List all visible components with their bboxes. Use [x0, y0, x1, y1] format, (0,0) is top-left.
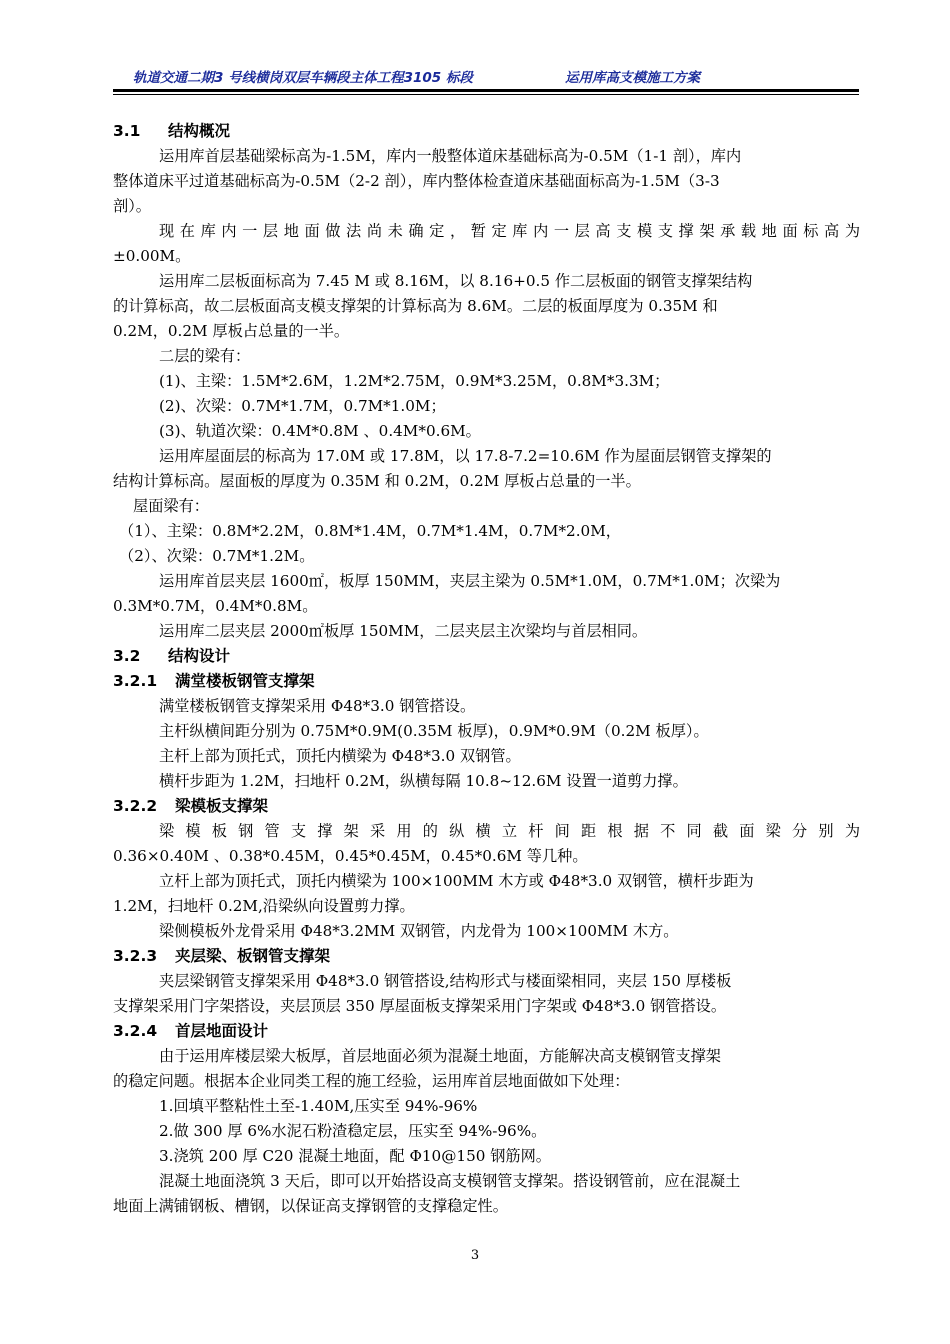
list-item: （1）、主梁：0.8M*2.2M，0.8M*1.4M，0.7M*1.4M，0.7M*2.0M， [119, 522, 621, 540]
list-item: 1.回填平整粘性土至-1.40M,压实至 94%-96% [159, 1097, 478, 1115]
paragraph-line: 整体道床平过道基础标高为-0.5M（2-2 剖），库内整体检查道床基础面标高为-1.5M（3-3 [113, 172, 720, 190]
section-number: 3.2 [113, 647, 141, 665]
paragraph-line: 1.2M，扫地杆 0.2M,沿梁纵向设置剪力撑。 [113, 897, 415, 915]
paragraph-line: 支撑架采用门字架搭设，夹层顶层 350 厚屋面板支撑架采用门字架或 Φ48*3.0 钢管搭设。 [113, 997, 727, 1015]
list-item: 2.做 300 厚 6%水泥石粉渣稳定层，压实至 94%-96%。 [159, 1122, 547, 1140]
section-number: 3.2.3 [113, 947, 158, 965]
section-heading-3-2-2 [113, 794, 860, 819]
paragraph-line: 二层的梁有： [159, 347, 251, 365]
paragraph-line: 地面上满铺钢板、槽钢，以保证高支撑钢管的支撑稳定性。 [113, 1197, 508, 1215]
document-body [113, 119, 860, 1219]
paragraph-line: ±0.00M。 [113, 247, 191, 265]
section-heading-3-2-4 [113, 1019, 860, 1044]
paragraph-line: 混凝土地面浇筑 3 天后，即可以开始搭设高支模钢管支撑架。搭设钢管前，应在混凝土 [159, 1172, 741, 1190]
paragraph-line: 运用库二层板面标高为 7.45 M 或 8.16M，以 8.16+0.5 作二层板面的钢管支撑架结构 [159, 272, 753, 290]
paragraph-line: 立杆上部为顶托式，顶托内横梁为 100×100MM 木方或 Φ48*3.0 双钢管，横杆步距为 [159, 872, 754, 890]
section-title: 满堂楼板钢管支撑架 [175, 672, 315, 690]
paragraph-line: 现在库内一层地面做法尚未确定，暂定库内一层高支模支撑架承载地面标高为 [159, 222, 860, 240]
section-title: 首层地面设计 [175, 1022, 269, 1040]
list-item: (1)、主梁：1.5M*2.6M，1.2M*2.75M，0.9M*3.25M，0.8M*3.3M； [159, 372, 670, 390]
paragraph-line: 0.2M，0.2M 厚板占总量的一半。 [113, 322, 350, 340]
paragraph-line: 梁模板钢管支撑架采用的纵横立杆间距根据不同截面梁分别为 [159, 822, 860, 840]
page-number: 3 [470, 1248, 480, 1263]
header-project-title: 轨道交通二期3 号线横岗双层车辆段主体工程3105 标段 [133, 70, 473, 86]
section-number: 3.2.1 [113, 672, 158, 690]
paragraph-line: 的稳定问题。根据本企业同类工程的施工经验，运用库首层地面做如下处理： [113, 1072, 630, 1090]
paragraph-line: 运用库二层夹层 2000㎡板厚 150MM，二层夹层主次梁均与首层相同。 [159, 622, 648, 640]
paragraph-line: 结构计算标高。屋面板的厚度为 0.35M 和 0.2M，0.2M 厚板占总量的一半。 [113, 472, 641, 490]
paragraph-line: 的计算标高，故二层板面高支模支撑架的计算标高为 8.6M。二层的板面厚度为 0.35M 和 [113, 297, 718, 315]
section-number: 3.2.4 [113, 1022, 158, 1040]
paragraph-line: 剖）。 [113, 197, 151, 215]
header-rule-thin [113, 94, 859, 95]
paragraph-line: 运用库首层基础梁标高为-1.5M，库内一般整体道床基础标高为-0.5M（1-1 剖），库内 [159, 147, 742, 165]
paragraph-line: 夹层梁钢管支撑架采用 Φ48*3.0 钢管搭设,结构形式与楼面梁相同，夹层 150 厚楼板 [159, 972, 732, 990]
section-title: 结构概况 [168, 122, 231, 140]
page-header [113, 66, 858, 88]
paragraph-line: 梁侧模板外龙骨采用 Φ48*3.2MM 双钢管，内龙骨为 100×100MM 木方。 [159, 922, 679, 940]
list-item: 3.浇筑 200 厚 C20 混凝土地面，配 Φ10@150 钢筋网。 [159, 1147, 551, 1165]
section-title: 梁模板支撑架 [175, 797, 269, 815]
header-rule-thick [113, 89, 859, 92]
paragraph-line: 满堂楼板钢管支撑架采用 Φ48*3.0 钢管搭设。 [159, 697, 476, 715]
list-item: (2)、次梁：0.7M*1.7M，0.7M*1.0M； [159, 397, 446, 415]
paragraph-line: 屋面梁有： [133, 497, 209, 515]
paragraph-line: 运用库首层夹层 1600㎡，板厚 150MM，夹层主梁为 0.5M*1.0M，0.7M*1.0M；次梁为 [159, 572, 781, 590]
section-heading-3-2-1 [113, 669, 860, 694]
list-item: (3)、轨道次梁：0.4M*0.8M 、0.4M*0.6M。 [159, 422, 481, 440]
paragraph-line: 运用库屋面层的标高为 17.0M 或 17.8M，以 17.8-7.2=10.6M 作为屋面层钢管支撑架的 [159, 447, 772, 465]
section-heading-3-2-3 [113, 944, 860, 969]
section-title: 夹层梁、板钢管支撑架 [175, 947, 331, 965]
section-number: 3.2.2 [113, 797, 158, 815]
paragraph-line: 主杆上部为顶托式，顶托内横梁为 Φ48*3.0 双钢管。 [159, 747, 521, 765]
paragraph-line: 主杆纵横间距分别为 0.75M*0.9M(0.35M 板厚)，0.9M*0.9M（0.2M 板厚）。 [159, 722, 709, 740]
paragraph-line: 由于运用库楼层梁大板厚，首层地面必须为混凝土地面，方能解决高支模钢管支撑架 [159, 1047, 721, 1065]
paragraph-line: 0.36×0.40M 、0.38*0.45M，0.45*0.45M，0.45*0.6M 等几种。 [113, 847, 588, 865]
paragraph-line: 横杆步距为 1.2M，扫地杆 0.2M，纵横每隔 10.8~12.6M 设置一道剪力撑。 [159, 772, 688, 790]
list-item: （2）、次梁：0.7M*1.2M。 [119, 547, 315, 565]
paragraph-line: 0.3M*0.7M，0.4M*0.8M。 [113, 597, 318, 615]
section-title: 结构设计 [168, 647, 231, 665]
section-heading-3-2 [113, 644, 860, 669]
header-document-title: 运用库高支模施工方案 [565, 70, 700, 86]
section-heading-3-1 [113, 119, 860, 144]
section-number: 3.1 [113, 122, 141, 140]
